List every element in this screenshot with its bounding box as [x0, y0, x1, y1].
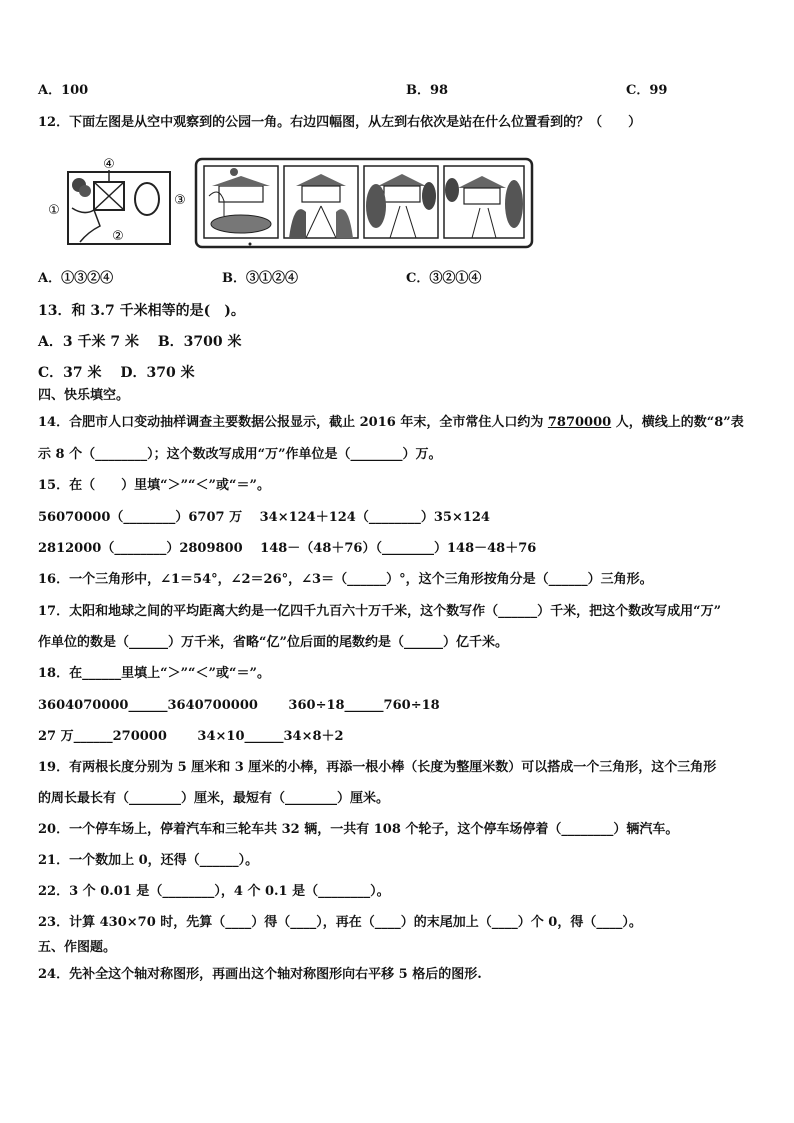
q16-text: 16．一个三角形中，∠1＝54°，∠2＝26°，∠3＝（______）°，这个三角形按角分是（______）三角形。 — [38, 572, 653, 587]
view-2 — [284, 166, 358, 238]
q18-row2: 27 万______270000 34×10______34×8＋2 — [38, 729, 344, 744]
view-1 — [204, 166, 278, 238]
map-label-2: ② — [112, 229, 124, 244]
q24-text: 24．先补全这个轴对称图形，再画出这个轴对称图形向右平移 5 格后的图形. — [38, 967, 482, 982]
four-views — [196, 159, 532, 247]
q19-line1: 19．有两根长度分别为 5 厘米和 3 厘米的小棒，再添一根小棒（长度为整厘米数）可以搭成一个三角形，这个三角形 — [38, 760, 717, 775]
q14-underlined-number: 7870000 — [547, 415, 612, 430]
q17-line2: 作单位的数是（______）万千米，省略“亿”位后面的尾数约是（______）亿千米。 — [38, 635, 508, 650]
q12-option-b: B．③①②④ — [222, 271, 298, 286]
q21-text: 21．一个数加上 0，还得（______）。 — [38, 853, 259, 868]
q17-line1: 17．太阳和地球之间的平均距离大约是一亿四千九百六十万千米，这个数写作（______）千米，把这个数改写成用“万” — [38, 604, 722, 619]
q14-line1-b: 人，横线上的数“8”表 — [611, 415, 744, 430]
q15-stem: 15．在（ ）里填“＞”“＜”或“＝”。 — [38, 478, 270, 493]
q22-text: 22．3 个 0.01 是（________），4 个 0.1 是（________）。 — [38, 884, 390, 899]
q12-option-c: C．③②①④ — [406, 271, 482, 286]
q12-stem: 12．下面左图是从空中观察到的公园一角。右边四幅图，从左到右依次是站在什么位置看到的？（ ） — [38, 115, 642, 130]
q15-row1: 56070000（________）6707 万 34×124＋124（________）35×124 — [38, 510, 490, 525]
q18-row1: 3604070000______3640700000 360÷18______760÷18 — [38, 698, 440, 713]
q23-text: 23．计算 430×70 时，先算（____）得（____），再在（____）的末尾加上（____）个 0，得（____）。 — [38, 915, 642, 930]
q14-line2: 示 8 个（________）；这个数改写成用“万”作单位是（________）万。 — [38, 447, 442, 462]
q12-option-a: A．①③②④ — [38, 271, 114, 286]
q13-options-row1: A．3 千米 7 米 B．3700 米 — [38, 334, 242, 350]
q11-option-b: B．98 — [406, 83, 449, 98]
view-4 — [444, 166, 524, 238]
q14-line1-a: 14．合肥市人口变动抽样调查主要数据公报显示，截止 2016 年末，全市常住人口约为 — [38, 415, 548, 430]
map-label-4: ④ — [103, 157, 115, 172]
q13-options-row2: C．37 米 D．370 米 — [38, 365, 195, 381]
q14-line1 — [38, 414, 744, 432]
view-3 — [364, 166, 438, 238]
q13-stem: 13．和 3.7 千米相等的是( )。 — [38, 303, 245, 319]
park-map — [48, 157, 186, 244]
q11-option-c: C．99 — [626, 83, 668, 98]
q19-line2: 的周长最长有（________）厘米，最短有（________）厘米。 — [38, 791, 390, 806]
q11-option-a: A．100 — [38, 83, 89, 98]
section-4-heading: 四、快乐填空。 — [38, 388, 130, 403]
map-label-3: ③ — [174, 193, 186, 208]
q12-figure — [44, 156, 536, 256]
q20-text: 20．一个停车场上，停着汽车和三轮车共 32 辆，一共有 108 个轮子，这个停车场停着（________）辆汽车。 — [38, 822, 679, 837]
section-5-heading: 五、作图题。 — [38, 940, 117, 955]
q15-row2: 2812000（________）2809800 148－（48＋76）（________）148－48＋76 — [38, 541, 537, 556]
q18-stem: 18．在______里填上“＞”“＜”或“＝”。 — [38, 666, 270, 681]
map-label-1: ① — [48, 203, 60, 218]
